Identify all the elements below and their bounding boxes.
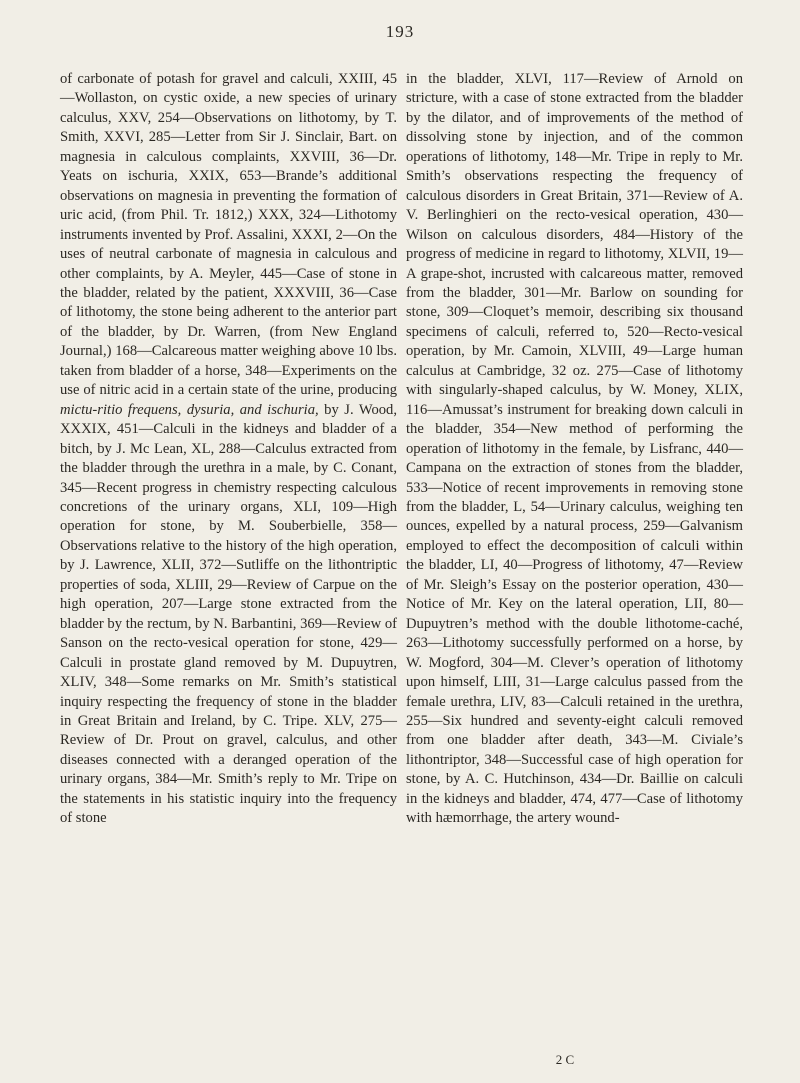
left-text-segment-2: by J. Wood, XXXIX, 451—Calculi in the kidneys and bladder of a bitch, by J. Mc Lean, XL, 288—Calculus extracted from the bladder through the urethra in a male, by C. Conant, 345—Recent progress in chemistry respecting calculous concretions of the urinary organs, XLI, 109—High operation for stone, by M. Souberbielle, 358—Observations relative to the history of the high operation, by J. Lawrence, XLII, 372—Sutliffe on the lithontriptic properties of soda, XLIII, 29—Review of Carpue on the high operation, 207—Large stone extracted from the bladder by the rectum, by N. Barbantini, 369—Review of Sanson on the recto-vesical operation for stone, 429—Calculi in prostate gland removed by M. Dupuytren, XLIV, 348—Some remarks on Mr. Smith’s statistical inquiry respecting the frequency of stone in the bladder in Great Britain and Ireland, by C. Tripe. XLV, 275—Review of Dr. Prout on gravel, calculus, and other diseases connected with a deranged operation of the urinary organs, 384—Mr. Smith’s reply to Mr. Tripe on the statements in his statistic inquiry into the frequency of stone xyxy=(60,401,398,827)
signature-text: 2 C xyxy=(555,1052,575,1067)
left-column-paragraph xyxy=(60,70,397,829)
left-text-segment-1: of carbonate of potash for gravel and calculi, XXIII, 45—Wollaston, on cystic oxide, a new species of urinary calculus, XXV, 254—Observations on lithotomy, by T. Smith, XXVI, 285—Letter from Sir J. Sinclair, Bart. on magnesia in calculous complaints, XXVIII, 36—Dr. Yeats on ischuria, XXIX, 653—Brande’s additional observations on magnesia in preventing the formation of uric acid, (from Phil. Tr. 1812,) XXX, 324—Lithotomy instruments invented by Prof. Assalini, XXXI, 2—On the uses of neutral carbonate of magnesia in calculous and other complaints, by A. Meyler, 445—Case of stone in the bladder, related by the patient, XXXVIII, 36—Case of lithotomy, the stone being adherent to the anterior part of the bladder, by Dr. Warren, (from New England Journal,) 168—Calcareous matter weighing above 10 lbs. taken from bladder of a horse, 348—Experiments on the use of nitric acid in a certain state of the urine, producing xyxy=(60,71,397,399)
signature-mark xyxy=(0,1052,800,1068)
left-text-column xyxy=(60,70,397,829)
page-number: 193 xyxy=(385,22,415,41)
left-italic-phrase: mictu-ritio frequens, dysuria, and ischuria, xyxy=(60,401,319,418)
right-column-paragraph: in the bladder, XLVI, 117—Review of Arnold on stricture, with a case of stone extracted from the bladder by the dilator, and of improvements of the method of dissolving stone by injection, and of the common operations of lithotomy, 148—Mr. Tripe in reply to Mr. Smith’s observations respecting the frequency of calculous disorders in Great Britain, 371—Review of A. V. Berlinghieri on the recto-vesical operation, 430—Wilson on calculous disorders, 484—History of the progress of medicine in regard to lithotomy, XLVII, 19—A grape-shot, incrusted with calcareous matter, removed from the bladder, 301—Mr. Barlow on sounding for stone, 309—Cloquet’s memoir, describing six thousand specimens of calculi, referred to, 520—Recto-vesical operation, by Mr. Camoin, XLVIII, 49—Large human calculus at Cambridge, 32 oz. 275—Case of lithotomy with singularly-shaped calculus, by W. Money, XLIX, 116—Amussat’s instrument for breaking down calculi in the bladder, 354—New method of performing the operation of lithotomy in the female, by Lisfranc, 440—Campana on the extraction of stones from the bladder, 533—Notice of recent improvements in removing stone from the bladder, L, 54—Urinary calculus, weighing ten ounces, expelled by a natural process, 259—Galvanism employed to effect the decomposition of calculi within the bladder, LI, 40—Progress of lithotomy, 47—Review of Mr. Sleigh’s Essay on the posterior operation, 430—Notice of Mr. Key on the lateral operation, LII, 80—Dupuytren’s method with the double lithotome-caché, 263—Lithotomy successfully performed on a horse, by W. Mogford, 304—M. Clever’s operation of lithotomy upon himself, LIII, 31—Large calculus passed from the female urethra, LIV, 83—Calculi retained in the urethra, 255—Six hundred and seventy-eight calculi removed from one bladder after death, 343—M. Civiale’s lithontriptor, 348—Successful case of high operation for stone, by A. C. Hutchinson, 434—Dr. Baillie on calculi in the kidneys and bladder, 474, 477—Case of lithotomy with hæmorrhage, the artery wound- xyxy=(406,71,743,827)
right-text-column xyxy=(406,70,743,829)
